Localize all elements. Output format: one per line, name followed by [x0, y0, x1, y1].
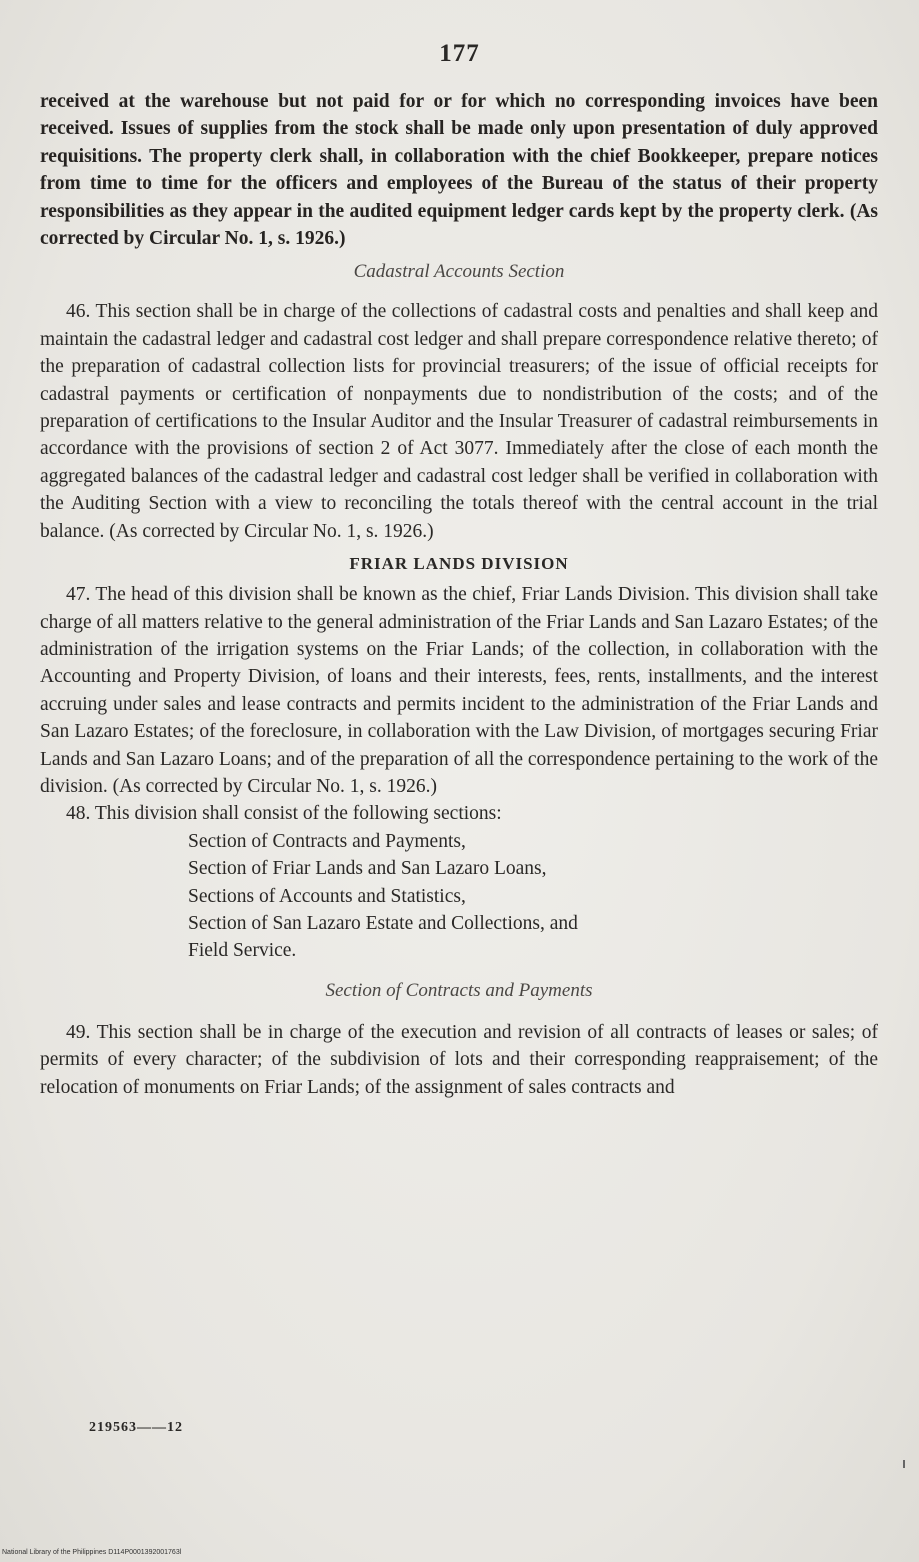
paragraph-47: 47. The head of this division shall be known as the chief, Friar Lands Division. This division shall take charge of all matters relative to the general administration of the Friar Lands and San Lazaro Estates; of the administration of the irrigation systems on the Friar Lands; of the collection, in collaboration with the Accounting and Property Division, of loans and their interests, fees, rents, installments, and the interest accruing under sales and lease contracts and permits incident to the administration of the Friar Lands and San Lazaro Estates; of the foreclosure, in collaboration with the Law Division, of mortgages securing Friar Lands and San Lazaro Loans; and of the preparation of all the correspondence pertaining to the work of the division. (As corrected by Circular No. 1, s. 1926.)	[40, 584, 878, 797]
paragraph-48: 48. This division shall consist of the following sections:	[66, 803, 502, 825]
paragraph-49: 49. This section shall be in charge of the execution and revision of all contracts of leases or sales; of permits of every character; of the subdivision of lots and their corresponding reappraisement; of the relocation of monuments on Friar Lands; of the assignment of sales contracts and	[40, 1021, 878, 1098]
heading-contracts-and-payments: Section of Contracts and Payments	[325, 979, 593, 1001]
sections-list	[40, 828, 878, 965]
list-item: Sections of Accounts and Statistics,	[188, 885, 466, 907]
scan-credit: National Library of the Philippines D114P0001392001763l	[2, 1549, 182, 1556]
page-number: 177	[439, 40, 480, 67]
scan-speck	[903, 1460, 905, 1468]
list-item: Section of Contracts and Payments,	[188, 830, 466, 852]
footer-print-code: 219563——12	[89, 1420, 183, 1435]
list-item: Section of Friar Lands and San Lazaro Loans,	[188, 858, 547, 880]
heading-cadastral-accounts-section: Cadastral Accounts Section	[353, 261, 565, 283]
list-item: Field Service.	[188, 940, 297, 962]
paragraph-46: 46. This section shall be in charge of the collections of cadastral costs and penalties and shall keep and maintain the cadastral ledger and cadastral cost ledger and shall prepare correspondence relative thereto; of the preparation of cadastral collection lists for provincial treasurers; of the issue of official receipts for cadastral payments or certification of nonpayments due to nondistribution of the costs; and of the preparation of certifications to the Insular Auditor and the Insular Treasurer of cadastral reimbursements in accordance with the provisions of section 2 of Act 3077. Immediately after the close of each month the aggregated balances of the cadastral ledger and cadastral cost ledger shall be verified in collaboration with the Auditing Section with a view to reconciling the totals thereof with the central account in the trial balance. (As corrected by Circular No. 1, s. 1926.)	[40, 301, 878, 542]
page-content	[40, 88, 878, 1101]
list-item: Section of San Lazaro Estate and Collections, and	[188, 912, 578, 934]
paragraph-continued: received at the warehouse but not paid for or for which no corresponding invoices have been received. Issues of supplies from the stock shall be made only upon presentation of duly approved requisitions. The property clerk shall, in collaboration with the chief Bookkeeper, prepare notices from time to time for the officers and employees of the Bureau of the status of their property responsibilities as they appear in the audited equipment ledger cards kept by the property clerk. (As corrected by Circular No. 1, s. 1926.)	[40, 91, 878, 250]
heading-friar-lands-division: FRIAR LANDS DIVISION	[349, 554, 569, 574]
